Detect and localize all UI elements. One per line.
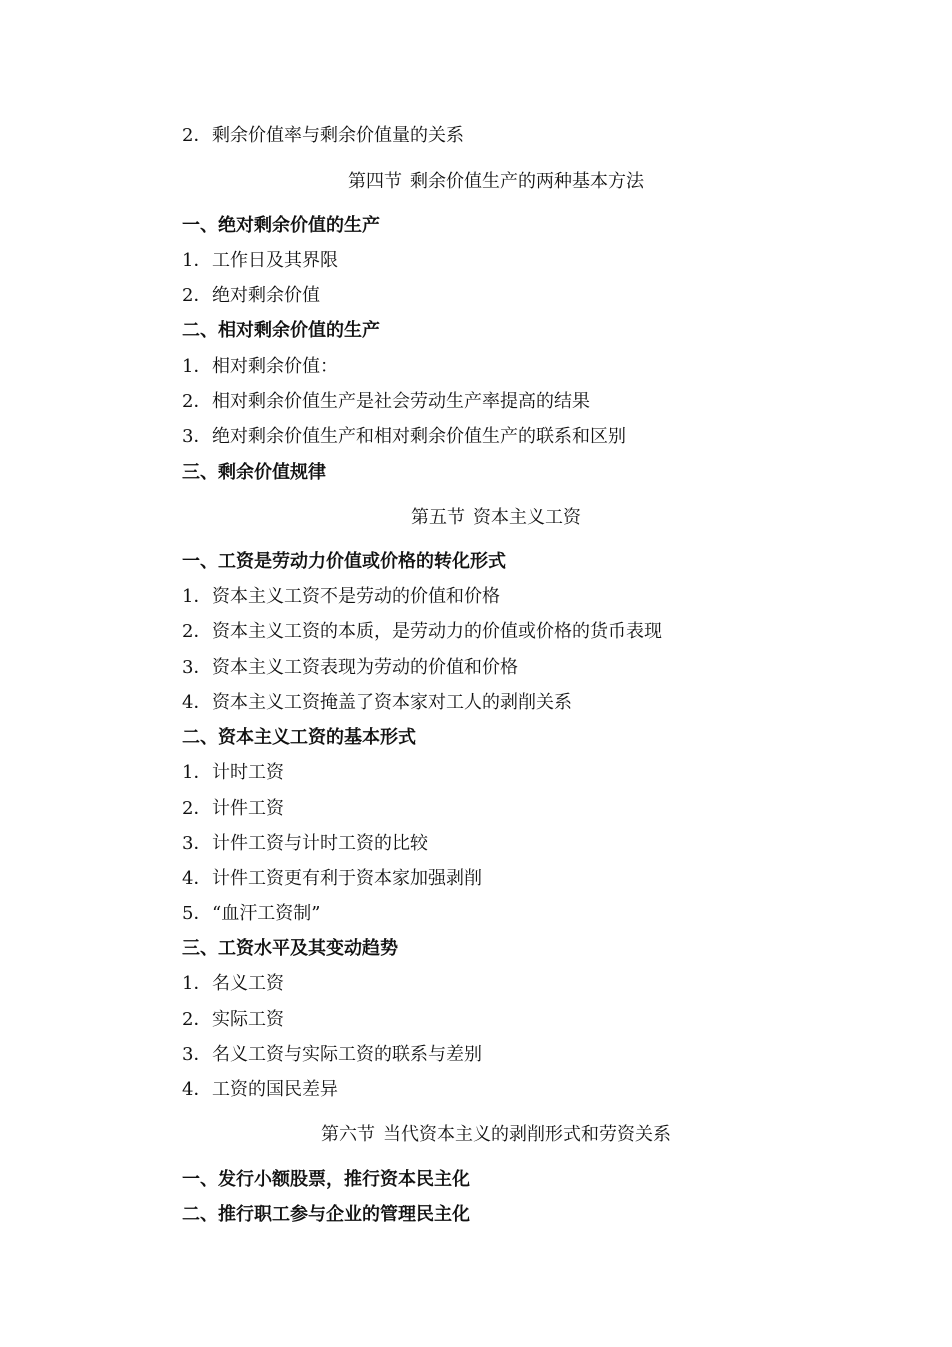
section-label: 第六节 (321, 1124, 375, 1145)
list-item (182, 1043, 482, 1067)
item-text: 计件工资更有利于资本家加强剥削 (212, 868, 482, 889)
section-name: 剩余价值生产的两种基本方法 (410, 171, 644, 192)
item-number: 3． (182, 657, 212, 678)
item-number: 3． (182, 833, 212, 854)
item-text: 相对剩余价值生产是社会劳动生产率提高的结果 (212, 391, 590, 412)
section-title (0, 170, 952, 194)
item-number: 1． (182, 973, 212, 994)
item-text: 工作日及其界限 (212, 250, 338, 271)
subsection-heading: 一、绝对剩余价值的生产 (182, 215, 380, 236)
section-label: 第四节 (348, 171, 402, 192)
subsection-heading: 二、资本主义工资的基本形式 (182, 727, 416, 748)
item-text: 绝对剩余价值 (212, 285, 320, 306)
item-number: 2． (182, 1009, 212, 1030)
item-text: 工资的国民差异 (212, 1079, 338, 1100)
subsection-heading: 三、剩余价值规律 (182, 462, 326, 483)
item-text: 资本主义工资不是劳动的价值和价格 (212, 586, 500, 607)
item-number: 4． (182, 692, 212, 713)
subsection-heading: 二、推行职工参与企业的管理民主化 (182, 1204, 470, 1225)
subsection-heading: 二、相对剩余价值的生产 (182, 320, 380, 341)
list-item (182, 355, 338, 379)
item-number: 3． (182, 1044, 212, 1065)
item-text: “血汗工资制” (212, 903, 321, 924)
list-item (182, 691, 572, 715)
list-item (182, 867, 482, 891)
section-label: 第五节 (411, 507, 465, 528)
item-text: 计时工资 (212, 762, 284, 783)
item-number: 1． (182, 356, 212, 377)
item-text: 名义工资 (212, 973, 284, 994)
list-item (182, 972, 284, 996)
section-title (0, 1123, 952, 1147)
subsection-heading: 一、工资是劳动力价值或价格的转化形式 (182, 551, 506, 572)
list-item (182, 425, 626, 449)
item-number: 2． (182, 285, 212, 306)
subsection-heading: 三、工资水平及其变动趋势 (182, 938, 398, 959)
list-item (182, 1008, 284, 1032)
list-item (182, 761, 284, 785)
list-item (182, 656, 518, 680)
item-text: 实际工资 (212, 1009, 284, 1030)
item-text: 计件工资 (212, 798, 284, 819)
list-item (182, 832, 428, 856)
item-number: 1． (182, 250, 212, 271)
list-item (182, 390, 590, 414)
item-number: 2． (182, 125, 212, 146)
item-number: 4． (182, 1079, 212, 1100)
item-number: 3． (182, 426, 212, 447)
item-number: 4． (182, 868, 212, 889)
list-item (182, 797, 284, 821)
list-item (182, 620, 662, 644)
item-number: 2． (182, 391, 212, 412)
item-text: 计件工资与计时工资的比较 (212, 833, 428, 854)
list-item (182, 124, 464, 148)
item-text: 资本主义工资表现为劳动的价值和价格 (212, 657, 518, 678)
list-item (182, 585, 500, 609)
item-number: 1． (182, 762, 212, 783)
section-name: 资本主义工资 (473, 507, 581, 528)
item-text: 名义工资与实际工资的联系与差别 (212, 1044, 482, 1065)
item-text: 资本主义工资的本质，是劳动力的价值或价格的货币表现 (212, 621, 662, 642)
item-text: 相对剩余价值： (212, 356, 338, 377)
subsection-heading: 一、发行小额股票，推行资本民主化 (182, 1169, 470, 1190)
section-title (0, 506, 952, 530)
item-text: 绝对剩余价值生产和相对剩余价值生产的联系和区别 (212, 426, 626, 447)
item-text: 剩余价值率与剩余价值量的关系 (212, 125, 464, 146)
item-text: 资本主义工资掩盖了资本家对工人的剥削关系 (212, 692, 572, 713)
item-number: 1． (182, 586, 212, 607)
list-item (182, 1078, 338, 1102)
item-number: 5． (182, 903, 212, 924)
item-number: 2． (182, 798, 212, 819)
item-number: 2． (182, 621, 212, 642)
list-item (182, 284, 320, 308)
section-name: 当代资本主义的剥削形式和劳资关系 (383, 1124, 671, 1145)
list-item (182, 249, 338, 273)
list-item (182, 902, 320, 926)
